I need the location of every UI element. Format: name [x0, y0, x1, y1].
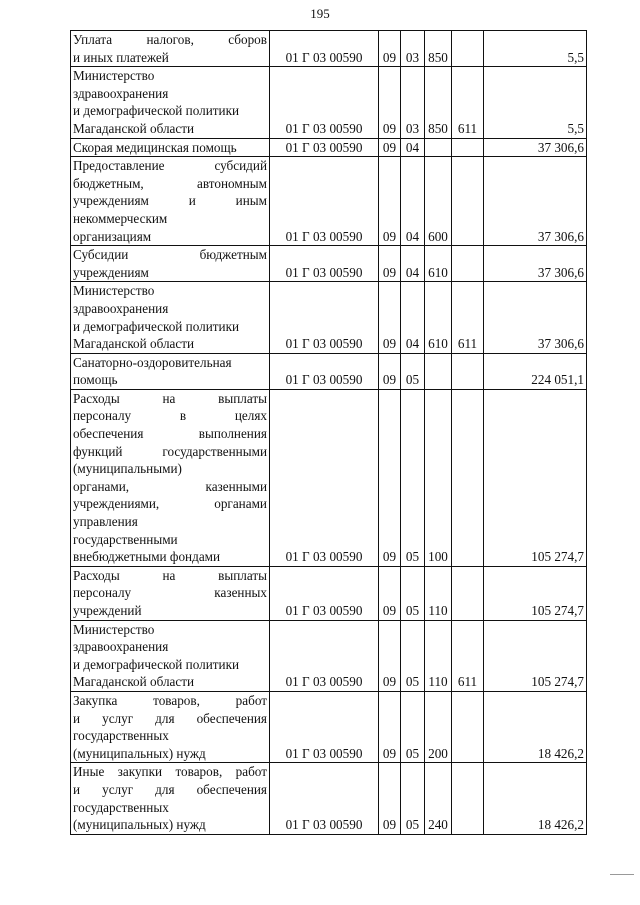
subsection-cell: 05 — [401, 566, 425, 620]
amount-cell: 37 306,6 — [484, 246, 587, 282]
expense-name-cell — [71, 31, 270, 67]
administrator-cell: 611 — [452, 620, 484, 691]
expense-name-line: Предоставление субсидий — [73, 158, 267, 174]
expense-name-line: Уплата налогов, сборов — [73, 32, 267, 47]
expense-name-line: органами, казенными — [73, 478, 267, 494]
expense-name-line: Закупка товаров, работ — [73, 692, 267, 708]
expense-name-line: и демографической политики — [73, 656, 240, 672]
administrator-cell — [452, 138, 484, 157]
expense-name-line: Санаторно-оздоровительная — [73, 354, 232, 370]
amount-cell: 224 051,1 — [484, 353, 587, 389]
expense-type-cell: 100 — [425, 389, 452, 566]
expense-name-line: некоммерческим — [73, 210, 168, 226]
expense-name-line: и иных платежей — [73, 49, 169, 65]
target-article-cell: 01 Г 03 00590 — [270, 353, 379, 389]
expense-name-line: Магаданской области — [73, 674, 195, 690]
section-cell: 09 — [379, 157, 401, 246]
expense-name-line: Расходы на выплаты — [73, 390, 267, 406]
expense-name-cell — [71, 620, 270, 691]
expense-name-line: Скорая медицинская помощь — [73, 139, 237, 155]
subsection-cell: 05 — [401, 389, 425, 566]
administrator-cell — [452, 31, 484, 67]
subsection-cell: 03 — [401, 67, 425, 138]
expense-name-line: Расходы на выплаты — [73, 567, 267, 583]
administrator-cell — [452, 691, 484, 762]
subsection-cell: 04 — [401, 246, 425, 282]
section-cell: 09 — [379, 67, 401, 138]
expense-name-line: (муниципальных) нужд — [73, 745, 206, 761]
target-article-cell: 01 Г 03 00590 — [270, 620, 379, 691]
amount-cell: 37 306,6 — [484, 138, 587, 157]
expense-name-line: Иные закупки товаров, работ — [73, 764, 267, 780]
amount-cell: 5,5 — [484, 31, 587, 67]
expense-type-cell — [425, 138, 452, 157]
subsection-cell: 04 — [401, 138, 425, 157]
expense-type-cell: 200 — [425, 691, 452, 762]
expense-name-line: Магаданской области — [73, 336, 195, 352]
table-row — [71, 389, 587, 566]
target-article-cell: 01 Г 03 00590 — [270, 138, 379, 157]
administrator-cell — [452, 246, 484, 282]
expense-name-line: учреждений — [73, 603, 142, 618]
expense-name-line: здравоохранения — [73, 85, 169, 101]
expense-name-line: персоналу казенных — [73, 585, 267, 601]
target-article-cell: 01 Г 03 00590 — [270, 157, 379, 246]
target-article-cell: 01 Г 03 00590 — [270, 566, 379, 620]
expense-name-line: Министерство — [73, 283, 155, 299]
expense-name-line: государственных — [73, 799, 169, 815]
table-body — [71, 31, 587, 835]
administrator-cell — [452, 389, 484, 566]
target-article-cell: 01 Г 03 00590 — [270, 389, 379, 566]
section-cell: 09 — [379, 389, 401, 566]
expense-name-line: учреждениям — [73, 264, 149, 280]
page-number: 195 — [310, 6, 330, 21]
expense-type-cell: 600 — [425, 157, 452, 246]
table-row — [71, 138, 587, 157]
administrator-cell — [452, 566, 484, 620]
amount-cell: 105 274,7 — [484, 566, 587, 620]
table-row — [71, 763, 587, 834]
subsection-cell: 05 — [401, 353, 425, 389]
expense-type-cell: 610 — [425, 246, 452, 282]
expense-type-cell: 110 — [425, 566, 452, 620]
scan-mark — [610, 874, 634, 875]
expense-name-line: персоналу в целях — [73, 408, 267, 424]
table-row — [71, 246, 587, 282]
expense-name-cell — [71, 138, 270, 157]
subsection-cell: 05 — [401, 620, 425, 691]
amount-cell: 105 274,7 — [484, 389, 587, 566]
administrator-cell: 611 — [452, 67, 484, 138]
expense-name-line: и демографической политики — [73, 318, 240, 334]
expense-type-cell: 240 — [425, 763, 452, 834]
expense-name-line: внебюджетными фондами — [73, 549, 221, 565]
subsection-cell: 04 — [401, 157, 425, 246]
target-article-cell: 01 Г 03 00590 — [270, 763, 379, 834]
administrator-cell — [452, 353, 484, 389]
expense-name-cell — [71, 763, 270, 834]
table-row — [71, 67, 587, 138]
subsection-cell: 05 — [401, 763, 425, 834]
subsection-cell: 05 — [401, 691, 425, 762]
section-cell: 09 — [379, 763, 401, 834]
expense-name-line: государственными — [73, 531, 178, 547]
section-cell: 09 — [379, 246, 401, 282]
subsection-cell: 03 — [401, 31, 425, 67]
section-cell: 09 — [379, 31, 401, 67]
table-row — [71, 620, 587, 691]
section-cell: 09 — [379, 620, 401, 691]
table-row — [71, 282, 587, 353]
table-row — [71, 691, 587, 762]
expense-name-line: учреждениями, органами — [73, 496, 267, 512]
amount-cell: 105 274,7 — [484, 620, 587, 691]
expense-name-line: Министерство — [73, 68, 155, 84]
amount-cell: 5,5 — [484, 67, 587, 138]
expense-name-cell — [71, 389, 270, 566]
target-article-cell: 01 Г 03 00590 — [270, 691, 379, 762]
target-article-cell: 01 Г 03 00590 — [270, 67, 379, 138]
expense-name-line: бюджетным, автономным — [73, 175, 267, 191]
expense-name-line: Магаданской области — [73, 120, 195, 136]
subsection-cell: 04 — [401, 282, 425, 353]
section-cell: 09 — [379, 691, 401, 762]
expense-name-cell — [71, 246, 270, 282]
expense-type-cell: 110 — [425, 620, 452, 691]
expense-name-cell — [71, 67, 270, 138]
table-row — [71, 353, 587, 389]
target-article-cell: 01 Г 03 00590 — [270, 246, 379, 282]
expense-name-line: организациям — [73, 228, 152, 244]
administrator-cell — [452, 157, 484, 246]
target-article-cell: 01 Г 03 00590 — [270, 31, 379, 67]
expense-name-line: функций государственными — [73, 443, 267, 459]
expense-name-line: Субсидии бюджетным — [73, 247, 267, 263]
expense-name-line: и услуг для обеспечения — [73, 781, 267, 797]
expense-name-line: (муниципальных) нужд — [73, 817, 206, 833]
administrator-cell — [452, 763, 484, 834]
expense-name-line: здравоохранения — [73, 300, 169, 316]
expense-name-line: управления — [73, 514, 138, 530]
expense-type-cell: 850 — [425, 67, 452, 138]
expense-type-cell: 850 — [425, 31, 452, 67]
section-cell: 09 — [379, 138, 401, 157]
expense-name-cell — [71, 566, 270, 620]
amount-cell: 37 306,6 — [484, 157, 587, 246]
expense-name-line: и демографической политики — [73, 103, 240, 119]
section-cell: 09 — [379, 282, 401, 353]
expense-name-cell — [71, 691, 270, 762]
expense-name-line: здравоохранения — [73, 639, 169, 655]
expense-name-line: обеспечения выполнения — [73, 426, 267, 442]
expense-name-cell — [71, 353, 270, 389]
expense-name-line: учреждениям и иным — [73, 193, 267, 209]
budget-table — [70, 30, 587, 835]
expense-name-line: (муниципальными) — [73, 461, 182, 477]
expense-name-line: и услуг для обеспечения — [73, 710, 267, 726]
expense-name-cell — [71, 282, 270, 353]
amount-cell: 18 426,2 — [484, 763, 587, 834]
expense-name-line: государственных — [73, 728, 169, 744]
expense-name-line: помощь — [73, 372, 118, 388]
amount-cell: 37 306,6 — [484, 282, 587, 353]
administrator-cell: 611 — [452, 282, 484, 353]
amount-cell: 18 426,2 — [484, 691, 587, 762]
section-cell: 09 — [379, 353, 401, 389]
section-cell: 09 — [379, 566, 401, 620]
table-row — [71, 31, 587, 67]
expense-name-line: Министерство — [73, 621, 155, 637]
expense-type-cell — [425, 353, 452, 389]
target-article-cell: 01 Г 03 00590 — [270, 282, 379, 353]
table-row — [71, 566, 587, 620]
expense-name-cell — [71, 157, 270, 246]
expense-type-cell: 610 — [425, 282, 452, 353]
table-row — [71, 157, 587, 246]
